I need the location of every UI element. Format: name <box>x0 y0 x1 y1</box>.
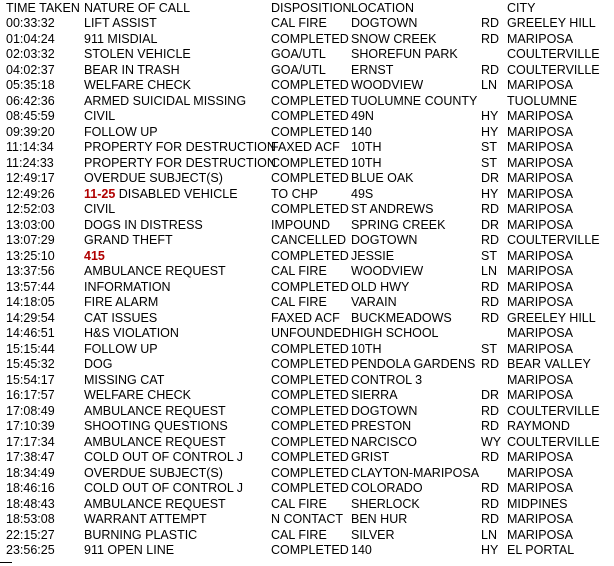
log-row <box>0 466 614 482</box>
disposition: COMPLETED <box>271 450 349 464</box>
street-suffix: RD <box>481 310 500 325</box>
log-row <box>0 481 614 497</box>
time-taken: 17:08:49 <box>6 403 55 418</box>
location: 10TH <box>351 140 382 154</box>
time-taken: 16:17:57 <box>6 388 55 402</box>
nature-of-call <box>84 404 226 420</box>
city: MARIPOSA <box>507 295 573 309</box>
location: COLORADO <box>351 481 423 495</box>
time-taken: 17:10:39 <box>6 419 55 433</box>
location: BUCKMEADOWS <box>351 310 452 325</box>
nature-text: PROPERTY FOR DESTRUCTION <box>84 140 276 154</box>
log-row <box>0 373 614 389</box>
location: 49S <box>351 186 374 201</box>
nature-text: DOGS IN DISTRESS <box>84 217 203 232</box>
nature-of-call <box>84 16 157 32</box>
nature-of-call <box>84 466 223 482</box>
street-suffix: ST <box>481 140 497 154</box>
city: MARIPOSA <box>507 171 573 185</box>
street-suffix: RD <box>481 295 500 309</box>
street-suffix: RD <box>481 450 500 464</box>
city: MARIPOSA <box>507 481 573 495</box>
city: COULTERVILLE <box>507 233 600 247</box>
log-row <box>0 32 614 48</box>
time-taken: 15:15:44 <box>6 341 55 356</box>
city: RAYMOND <box>507 419 570 433</box>
nature-of-call <box>84 156 276 172</box>
disposition: UNFOUNDED <box>271 326 351 340</box>
log-row <box>0 109 614 125</box>
city: EL PORTAL <box>507 543 575 557</box>
nature-text: AMBULANCE REQUEST <box>84 434 226 449</box>
street-suffix: RD <box>481 31 500 46</box>
location: DOGTOWN <box>351 233 418 247</box>
city: GREELEY HILL <box>507 16 596 30</box>
nature-of-call <box>84 94 246 110</box>
time-taken: 17:38:47 <box>6 450 55 464</box>
log-row <box>0 249 614 265</box>
log-row <box>0 388 614 404</box>
city: BEAR VALLEY <box>507 357 591 371</box>
street-suffix: WY <box>481 434 502 449</box>
city: MARIPOSA <box>507 527 573 542</box>
location: 140 <box>351 543 372 557</box>
disposition: COMPLETED <box>271 403 349 418</box>
location: CLAYTON-MARIPOSA <box>351 465 480 480</box>
street-suffix: RD <box>481 512 500 526</box>
nature-of-call <box>84 32 157 48</box>
nature-of-call <box>84 63 180 79</box>
time-taken: 14:29:54 <box>6 310 55 325</box>
log-row <box>0 419 614 435</box>
time-taken: 06:42:36 <box>6 93 55 108</box>
disposition: GOA/UTL <box>271 62 326 77</box>
street-suffix: RD <box>481 496 500 511</box>
time-taken: 12:52:03 <box>6 202 55 216</box>
nature-text: FIRE ALARM <box>84 295 159 309</box>
nature-text: 911 MISDIAL <box>84 31 158 46</box>
city: MARIPOSA <box>507 465 573 480</box>
log-row <box>0 280 614 296</box>
time-taken: 13:03:00 <box>6 217 55 232</box>
disposition: FAXED ACF <box>271 140 340 154</box>
city: MARIPOSA <box>507 155 573 170</box>
city: MARIPOSA <box>507 186 573 201</box>
location: 10TH <box>351 341 382 356</box>
nature-of-call <box>84 357 112 373</box>
city: MARIPOSA <box>507 372 573 387</box>
log-row <box>0 140 614 156</box>
city: MARIPOSA <box>507 264 573 278</box>
time-taken: 18:34:49 <box>6 465 55 480</box>
disposition: COMPLETED <box>271 202 349 216</box>
nature-text: LIFT ASSIST <box>84 16 157 30</box>
time-taken: 13:07:29 <box>6 233 55 247</box>
nature-of-call <box>84 187 238 203</box>
log-row <box>0 218 614 234</box>
disposition: COMPLETED <box>271 465 349 480</box>
location: SILVER <box>351 527 395 542</box>
street-suffix: ST <box>481 248 497 263</box>
nature-text: FOLLOW UP <box>84 341 158 356</box>
city: COULTERVILLE <box>507 403 600 418</box>
time-taken: 02:03:32 <box>6 47 55 61</box>
location: ERNST <box>351 62 394 77</box>
time-taken: 23:56:25 <box>6 543 55 557</box>
call-code: 11-25 <box>84 186 116 201</box>
log-row <box>0 450 614 466</box>
city: MARIPOSA <box>507 341 573 356</box>
time-taken: 14:46:51 <box>6 326 55 340</box>
disposition: COMPLETED <box>271 248 349 263</box>
city: MARIPOSA <box>507 31 573 46</box>
time-taken: 01:04:24 <box>6 31 55 46</box>
street-suffix: HY <box>481 543 499 557</box>
disposition: IMPOUND <box>271 217 331 232</box>
nature-of-call <box>84 202 115 218</box>
nature-text: CAT ISSUES <box>84 310 158 325</box>
city: MARIPOSA <box>507 326 573 340</box>
time-taken: 13:37:56 <box>6 264 55 278</box>
time-taken: 11:24:33 <box>6 155 54 170</box>
log-row <box>0 311 614 327</box>
city: TUOLUMNE <box>507 93 578 108</box>
nature-text: DOG <box>84 357 113 371</box>
disposition: GOA/UTL <box>271 47 326 61</box>
header-time-taken: TIME TAKEN <box>6 1 80 15</box>
street-suffix: RD <box>481 202 500 216</box>
street-suffix: LN <box>481 78 497 92</box>
log-row <box>0 528 614 544</box>
city: MARIPOSA <box>507 124 573 139</box>
disposition: COMPLETED <box>271 124 349 139</box>
nature-text: AMBULANCE REQUEST <box>84 496 226 511</box>
nature-of-call <box>84 47 191 63</box>
time-taken: 12:49:26 <box>6 186 55 201</box>
log-row <box>0 404 614 420</box>
disposition: COMPLETED <box>271 388 349 402</box>
nature-of-call <box>84 326 179 342</box>
disposition: COMPLETED <box>271 155 349 170</box>
nature-text: ARMED SUICIDAL MISSING <box>84 93 247 108</box>
disposition: CANCELLED <box>271 233 347 247</box>
street-suffix: ST <box>481 341 497 356</box>
time-taken: 15:54:17 <box>6 372 55 387</box>
city: MARIPOSA <box>507 450 573 464</box>
nature-text: BURNING PLASTIC <box>84 527 198 542</box>
time-taken: 18:46:16 <box>6 481 55 495</box>
nature-text: CIVIL <box>84 202 116 216</box>
street-suffix: HY <box>481 186 499 201</box>
nature-of-call <box>84 543 174 559</box>
nature-of-call <box>84 388 191 404</box>
nature-of-call <box>84 280 171 296</box>
city: MARIPOSA <box>507 217 573 232</box>
time-taken: 13:57:44 <box>6 279 55 294</box>
log-row <box>0 78 614 94</box>
time-taken: 18:53:08 <box>6 512 55 526</box>
log-rows <box>0 16 614 559</box>
nature-text: CIVIL <box>84 109 116 123</box>
nature-text: PROPERTY FOR DESTRUCTION <box>84 155 276 170</box>
log-row <box>0 342 614 358</box>
nature-text: BEAR IN TRASH <box>84 62 180 77</box>
nature-text: OVERDUE SUBJECT(S) <box>84 171 223 185</box>
disposition: TO CHP <box>271 186 318 201</box>
disposition: COMPLETED <box>271 481 349 495</box>
nature-of-call <box>84 140 276 156</box>
nature-text: H&S VIOLATION <box>84 326 179 340</box>
nature-text: COLD OUT OF CONTROL J <box>84 450 244 464</box>
location: BEN HUR <box>351 512 408 526</box>
disposition: CAL FIRE <box>271 496 327 511</box>
time-taken: 22:15:27 <box>6 527 55 542</box>
nature-of-call <box>84 78 191 94</box>
disposition: CAL FIRE <box>271 16 327 30</box>
header-location: LOCATION <box>351 1 414 15</box>
location: ST ANDREWS <box>351 202 434 216</box>
disposition: COMPLETED <box>271 341 349 356</box>
log-row <box>0 47 614 63</box>
disposition: COMPLETED <box>271 372 349 387</box>
nature-text: 911 OPEN LINE <box>84 543 175 557</box>
street-suffix: RD <box>481 279 500 294</box>
location: DOGTOWN <box>351 403 418 418</box>
nature-of-call <box>84 512 207 528</box>
disposition: N CONTACT <box>271 512 343 526</box>
location: SPRING CREEK <box>351 217 446 232</box>
city: COULTERVILLE <box>507 47 600 61</box>
nature-text: MISSING CAT <box>84 372 165 387</box>
location: DOGTOWN <box>351 16 418 30</box>
disposition: CAL FIRE <box>271 264 327 278</box>
log-row <box>0 94 614 110</box>
street-suffix: DR <box>481 388 500 402</box>
street-suffix: HY <box>481 109 499 123</box>
location: SIERRA <box>351 388 398 402</box>
city: MARIPOSA <box>507 109 573 123</box>
time-taken: 14:18:05 <box>6 295 55 309</box>
nature-of-call <box>84 419 228 435</box>
time-taken: 09:39:20 <box>6 124 55 139</box>
city: MARIPOSA <box>507 248 573 263</box>
street-suffix: RD <box>481 403 500 418</box>
city: MARIPOSA <box>507 78 573 92</box>
nature-of-call <box>84 528 197 544</box>
street-suffix: RD <box>481 233 500 247</box>
nature-text: GRAND THEFT <box>84 233 173 247</box>
street-suffix: RD <box>481 16 500 30</box>
log-row <box>0 187 614 203</box>
disposition: COMPLETED <box>271 31 349 46</box>
location: NARCISCO <box>351 434 417 449</box>
log-row <box>0 497 614 513</box>
location: PRESTON <box>351 419 412 433</box>
street-suffix: HY <box>481 124 499 139</box>
street-suffix: LN <box>481 264 497 278</box>
city: MARIPOSA <box>507 202 573 216</box>
nature-of-call <box>84 218 203 234</box>
log-row <box>0 326 614 342</box>
location: 140 <box>351 124 372 139</box>
city: COULTERVILLE <box>507 434 600 449</box>
location: SHERLOCK <box>351 496 420 511</box>
disposition: COMPLETED <box>271 543 349 557</box>
location: BLUE OAK <box>351 171 414 185</box>
location: GRIST <box>351 450 390 464</box>
disposition: COMPLETED <box>271 357 349 371</box>
street-suffix: RD <box>481 419 500 433</box>
location: WOODVIEW <box>351 264 424 278</box>
nature-text: FOLLOW UP <box>84 124 158 139</box>
page-edge-divider <box>0 562 12 566</box>
location: OLD HWY <box>351 279 410 294</box>
time-taken: 00:33:32 <box>6 16 55 30</box>
nature-text: COLD OUT OF CONTROL J <box>84 481 244 495</box>
log-row <box>0 125 614 141</box>
nature-of-call <box>84 497 226 513</box>
location: SNOW CREEK <box>351 31 437 46</box>
nature-text: WARRANT ATTEMPT <box>84 512 207 526</box>
header-nature-of-call: NATURE OF CALL <box>84 1 191 15</box>
time-taken: 11:14:34 <box>6 140 54 154</box>
location: CONTROL 3 <box>351 372 423 387</box>
nature-text: WELFARE CHECK <box>84 78 191 92</box>
location: VARAIN <box>351 295 397 309</box>
disposition: FAXED ACF <box>271 310 340 325</box>
nature-of-call <box>84 171 223 187</box>
log-row <box>0 543 614 559</box>
disposition: COMPLETED <box>271 109 349 123</box>
nature-of-call <box>84 125 158 141</box>
city: COULTERVILLE <box>507 62 600 77</box>
time-taken: 05:35:18 <box>6 78 55 92</box>
nature-of-call <box>84 435 226 451</box>
nature-of-call <box>84 450 243 466</box>
nature-text: WELFARE CHECK <box>84 388 191 402</box>
nature-of-call <box>84 373 164 389</box>
header-row <box>0 0 614 16</box>
disposition: COMPLETED <box>271 434 349 449</box>
header-city: CITY <box>507 1 536 15</box>
street-suffix: DR <box>481 171 500 185</box>
log-row <box>0 156 614 172</box>
nature-of-call <box>84 233 173 249</box>
log-row <box>0 63 614 79</box>
time-taken: 13:25:10 <box>6 248 55 263</box>
nature-of-call <box>84 342 158 358</box>
disposition: CAL FIRE <box>271 527 327 542</box>
nature-of-call <box>84 295 158 311</box>
log-row <box>0 264 614 280</box>
time-taken: 08:45:59 <box>6 109 55 123</box>
nature-of-call <box>84 311 157 327</box>
time-taken: 18:48:43 <box>6 496 55 511</box>
time-taken: 04:02:37 <box>6 62 55 77</box>
nature-text: DISABLED VEHICLE <box>115 186 238 201</box>
disposition: CAL FIRE <box>271 295 327 309</box>
street-suffix: LN <box>481 527 497 542</box>
nature-text: STOLEN VEHICLE <box>84 47 191 61</box>
city: GREELEY HILL <box>507 310 596 325</box>
disposition: COMPLETED <box>271 93 349 108</box>
nature-of-call <box>84 481 243 497</box>
nature-of-call <box>84 249 105 265</box>
log-row <box>0 171 614 187</box>
log-row <box>0 512 614 528</box>
disposition: COMPLETED <box>271 279 349 294</box>
location: WOODVIEW <box>351 78 424 92</box>
location: PENDOLA GARDENS <box>351 357 476 371</box>
disposition: COMPLETED <box>271 78 349 92</box>
street-suffix: ST <box>481 155 497 170</box>
city: MIDPINES <box>507 496 568 511</box>
log-row <box>0 202 614 218</box>
log-row <box>0 435 614 451</box>
time-taken: 15:45:32 <box>6 357 55 371</box>
city: MARIPOSA <box>507 279 573 294</box>
location: SHOREFUN PARK <box>351 47 458 61</box>
nature-text: INFORMATION <box>84 279 171 294</box>
log-row <box>0 357 614 373</box>
header-disposition: DISPOSITION <box>271 1 352 15</box>
street-suffix: DR <box>481 217 500 232</box>
nature-of-call <box>84 109 115 125</box>
disposition: COMPLETED <box>271 419 349 433</box>
nature-text: OVERDUE SUBJECT(S) <box>84 465 223 480</box>
street-suffix: RD <box>481 357 500 371</box>
location: 49N <box>351 109 374 123</box>
location: 10TH <box>351 155 382 170</box>
log-row <box>0 295 614 311</box>
disposition: COMPLETED <box>271 171 349 185</box>
location: HIGH SCHOOL <box>351 326 439 340</box>
nature-text: AMBULANCE REQUEST <box>84 264 226 278</box>
city: MARIPOSA <box>507 140 573 154</box>
log-row <box>0 16 614 32</box>
location: TUOLUMNE COUNTY <box>351 93 478 108</box>
call-code: 415 <box>84 248 105 263</box>
street-suffix: RD <box>481 481 500 495</box>
nature-text: SHOOTING QUESTIONS <box>84 419 228 433</box>
city: MARIPOSA <box>507 512 573 526</box>
street-suffix: RD <box>481 62 500 77</box>
log-row <box>0 233 614 249</box>
city: MARIPOSA <box>507 388 573 402</box>
time-taken: 12:49:17 <box>6 171 55 185</box>
nature-text: AMBULANCE REQUEST <box>84 403 226 418</box>
location: JESSIE <box>351 248 395 263</box>
nature-of-call <box>84 264 226 280</box>
time-taken: 17:17:34 <box>6 434 55 449</box>
